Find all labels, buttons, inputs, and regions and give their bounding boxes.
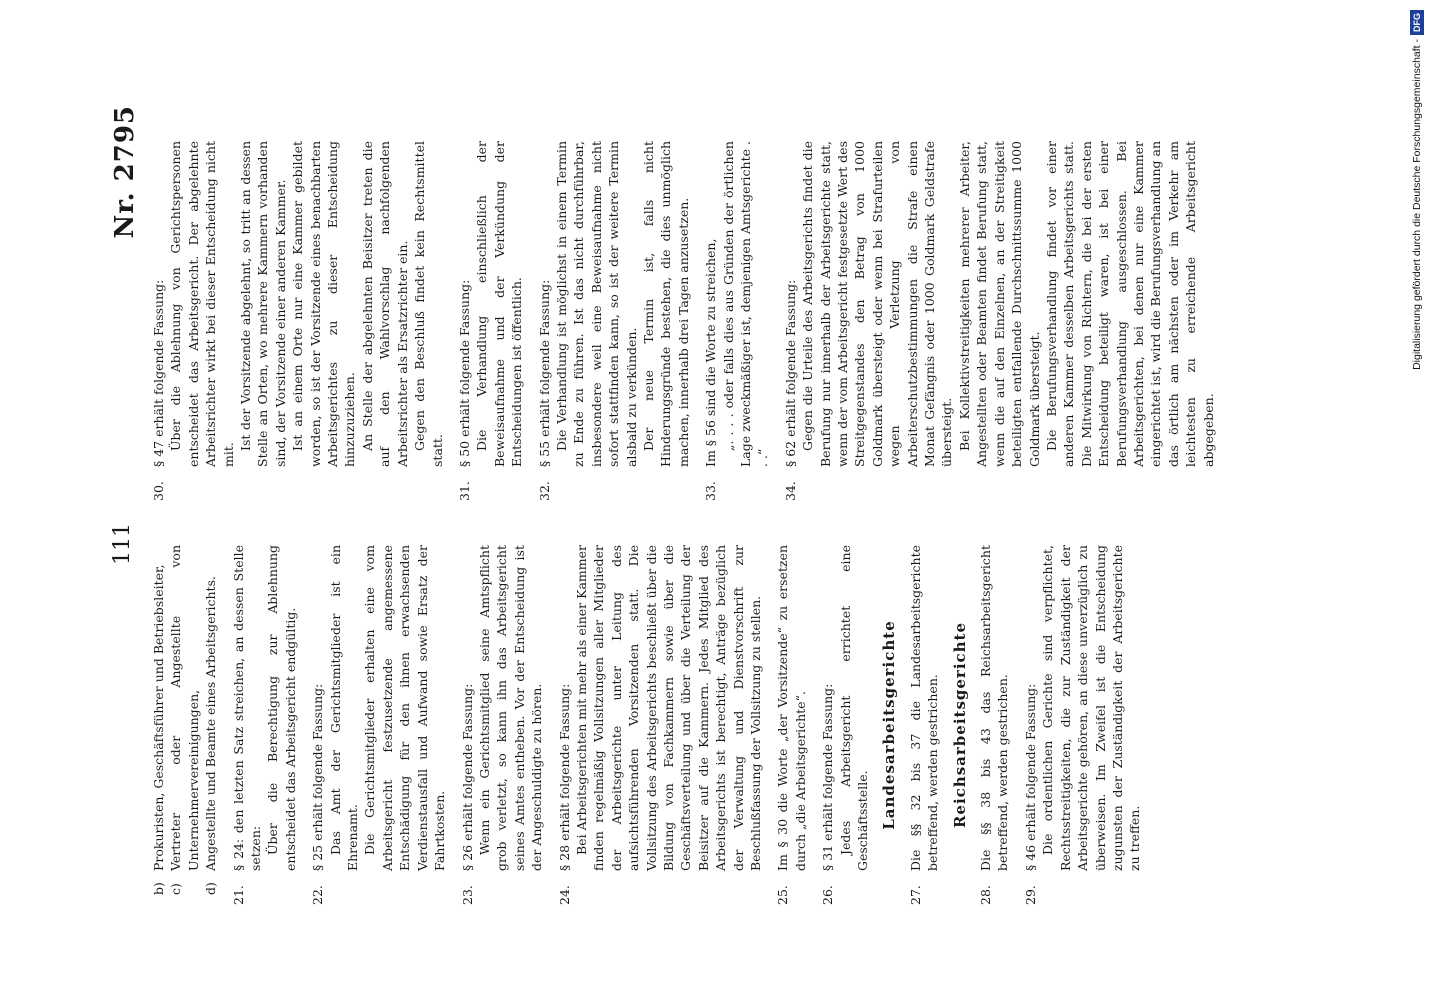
item-number: 29. bbox=[1022, 885, 1038, 905]
item-marker: b) bbox=[151, 882, 166, 895]
item-paragraph: Gegen den Beschluß findet kein Rechtsmittel statt. bbox=[412, 141, 445, 467]
stamp-text: Digitalisierung gefördert durch die Deutsche Forschungsgemeinschaft - bbox=[1411, 39, 1423, 370]
item-number: 33. bbox=[703, 481, 719, 501]
item-text: Im § 30 die Worte „der Vorsitzende“ zu ersetzen durch „die Arbeitsgerichte“. bbox=[775, 545, 808, 871]
digitization-stamp bbox=[1405, 10, 1429, 400]
item-intro: § 25 erhält folgende Fassung: bbox=[310, 683, 326, 871]
item-paragraph: Die Verhandlung ist möglichst in einem Termin zu Ende zu führen. Ist das nicht durchführbar, insbesondere weil eine Beweisaufnahme nicht sofort stattfinden kann, so ist der weitere Termin alsbald zu verkünden. bbox=[553, 141, 639, 467]
list-item bbox=[167, 545, 202, 905]
item-paragraph: Bei Arbeitsgerichten mit mehr als einer Kammer finden regelmäßig Vollsitzungen aller Mitglieder der Arbeitsgerichte unter Leitung des aufsichtsführenden Vorsitzenden statt. Die Vollsitzung des Arbeitsgerichts beschließt über die Bildung von Fachkammern sowie über die Geschäftsverteilung und über die Verteilung der Beisitzer auf die Kammern. Jedes Mitglied des Arbeitsgerichts ist berechtigt, Anträge bezüglich der Verwaltung und Dienstvorschrift zur Beschlußfassung der Vollsitzung zu stellen. bbox=[573, 545, 763, 871]
item-number: 27. bbox=[907, 885, 923, 905]
item-paragraph: Bei Kollektivstreitigkeiten mehrerer Arbeiter, Angestellten oder Beamten findet Berufung statt, wenn die auf den Einzelnen, an der Streitigkeit beteiligten entfallende Durchschnittssumme 1000 Goldmark übersteigt. bbox=[956, 141, 1042, 467]
left-column bbox=[150, 545, 1227, 905]
item-paragraph: Der neue Termin ist, falls nicht Hinderungsgründe bestehen, die dies unmöglich machen, innerhalb drei Tagen anzusetzen. bbox=[640, 141, 691, 467]
item-number: 32. bbox=[536, 481, 552, 501]
article-24 bbox=[556, 545, 765, 905]
article-30 bbox=[150, 141, 446, 501]
item-number: 30. bbox=[151, 481, 166, 501]
article-32 bbox=[536, 141, 693, 501]
item-intro: § 55 erhält folgende Fassung: bbox=[536, 279, 552, 467]
item-number: 34. bbox=[782, 481, 798, 501]
item-paragraph: Die Berufungsverhandlung findet vor einer anderen Kammer desselben Arbeitsgerichts statt. Die Mitwirkung von Richtern, die bei der ersten Entscheidung beteiligt waren, ist bei einer Berufungsverhandlung ausgeschlossen. Bei Arbeitsgerichten, bei denen nur eine Kammer eingerichtet ist, wird die Berufungsverhandlung an das örtlich am nächsten oder im Verkehr am leichtesten zu erreichende Arbeitsgericht abgegeben. bbox=[1043, 140, 1216, 467]
item-marker: c) bbox=[168, 883, 184, 895]
item-number: 24. bbox=[556, 885, 572, 905]
document-number: Nr. 2795 bbox=[110, 105, 140, 239]
article-34 bbox=[782, 141, 1217, 501]
item-paragraph: Die Verhandlung einschließlich der Beweisaufnahme und der Verkündung der Entscheidungen ist öffentlich. bbox=[474, 141, 525, 467]
item-intro: Im § 56 sind die Worte zu streichen, bbox=[703, 238, 719, 467]
item-number: 26. bbox=[820, 885, 836, 905]
article-31 bbox=[456, 141, 526, 501]
item-number: 25. bbox=[775, 885, 791, 905]
item-paragraph: An Stelle der abgelehnten Beisitzer treten die auf den Wahlvorschlag nachfolgenden Arbeitsrichter als Ersatzrichter ein. bbox=[359, 141, 410, 467]
item-intro: § 47 erhält folgende Fassung: bbox=[151, 279, 166, 467]
item-intro: § 46 erhält folgende Fassung: bbox=[1022, 683, 1038, 871]
article-27 bbox=[907, 545, 942, 905]
item-paragraph: Ist an einem Orte nur eine Kammer gebildet worden, so ist der Vorsitzende eines benachbarten Arbeitsgerichtes zu dieser Entscheidung hinzuzuziehen. bbox=[290, 141, 358, 467]
page-number: 111 bbox=[110, 523, 135, 565]
list-item bbox=[150, 545, 167, 905]
item-paragraph: Das Amt der Gerichtsmitglieder ist ein Ehrenamt. bbox=[327, 545, 361, 871]
item-text: Prokuristen, Geschäftsführer und Betriebsleiter, bbox=[151, 564, 166, 871]
item-text: Die §§ 38 bis 43 das Reichsarbeitsgericht betreffend, werden gestrichen. bbox=[978, 545, 1011, 871]
section-heading-reichsarbeitsgerichte: Reichsarbeitsgerichte bbox=[950, 621, 969, 829]
right-column bbox=[150, 141, 1227, 501]
item-text: Angestellte und Beamte eines Arbeitsgerichts. bbox=[203, 576, 219, 871]
item-marker: d) bbox=[203, 882, 219, 895]
item-paragraph: Über die Ablehnung von Gerichtspersonen entscheidet das Arbeitsgericht. Der abgelehnte Arbeitsrichter wirkt bei dieser Entscheidung nicht mit. bbox=[168, 141, 236, 467]
item-number: 28. bbox=[978, 885, 994, 905]
item-number: 23. bbox=[459, 885, 475, 905]
list-item bbox=[202, 545, 219, 905]
article-22 bbox=[309, 545, 448, 905]
article-23 bbox=[459, 545, 546, 905]
item-text: Die §§ 32 bis 37 die Landesarbeitsgerichte betreffend, werden gestrichen. bbox=[907, 545, 941, 871]
item-paragraph: „. . . . oder falls dies aus Gründen der örtlichen Lage zweckmäßiger ist, demjenigen Amtsgerichte . . .“ bbox=[720, 141, 771, 467]
item-number: 22. bbox=[310, 885, 326, 905]
item-intro: § 26 erhält folgende Fassung: bbox=[459, 683, 475, 871]
page-header bbox=[110, 85, 150, 905]
rotated-book-page bbox=[110, 85, 1216, 905]
item-number: 21. bbox=[230, 885, 246, 905]
article-21 bbox=[230, 545, 300, 905]
article-25 bbox=[774, 545, 809, 905]
item-intro: § 62 erhält folgende Fassung: bbox=[782, 279, 798, 467]
item-paragraph: Wenn ein Gerichtsmitglied seine Amtspflicht grob verletzt, so kann ihn das Arbeitsgericht seines Amtes entheben. Vor der Entscheidung ist der Angeschuldigte zu hören. bbox=[476, 545, 545, 871]
item-intro: § 28 erhält folgende Fassung: bbox=[556, 683, 572, 871]
article-29 bbox=[1022, 545, 1144, 905]
dfg-logo: DFG bbox=[1410, 10, 1424, 35]
item-paragraph: Die Gerichtsmitglieder erhalten eine vom Arbeitsgericht festzusetzende angemessene Entschädigung für den ihnen erwachsenden Verdienstausfall und Aufwand sowie Ersatz der Fahrtkosten. bbox=[362, 545, 448, 871]
article-33 bbox=[702, 141, 772, 501]
item-intro: § 31 erhält folgende Fassung: bbox=[820, 683, 836, 871]
article-28 bbox=[977, 545, 1012, 905]
item-paragraph: Die ordentlichen Gerichte sind verpflichtet, Rechtsstreitigkeiten, die zur Zuständigkeit der Arbeitsgerichte gehören, an diese unverzüglich zu überweisen. Im Zweifel ist die Entscheidung zugunsten der Zuständigkeit der Arbeitsgerichte zu treffen. bbox=[1040, 545, 1143, 871]
item-intro: § 24: den letzten Satz streichen, an dessen Stelle setzen: bbox=[230, 545, 264, 871]
section-heading-landesarbeitsgerichte: Landesarbeitsgerichte bbox=[880, 620, 899, 830]
item-number: 31. bbox=[456, 481, 472, 501]
item-intro: § 50 erhält folgende Fassung: bbox=[456, 279, 472, 467]
item-text: Vertreter oder Angestellte von Unternehmervereinigungen, bbox=[168, 545, 201, 871]
item-paragraph: Über die Berechtigung zur Ablehnung entscheidet das Arbeitsgericht endgültig. bbox=[265, 545, 298, 871]
item-paragraph: Jedes Arbeitsgericht errichtet eine Geschäftsstelle. bbox=[837, 545, 871, 871]
item-paragraph: Ist der Vorsitzende abgelehnt, so tritt an dessen Stelle an Orten, wo mehrere Kammern vorhanden sind, der Vorsitzende einer anderen Kammer. bbox=[238, 141, 288, 467]
article-26 bbox=[819, 545, 871, 905]
item-paragraph: Gegen die Urteile des Arbeitsgerichts findet die Berufung nur innerhalb der Arbeitsgerichte statt, wenn der vom Arbeitsgericht festgesetzte Wert des Streitgegenstandes den Betrag von 1000 Goldmark übersteigt oder wenn bei Strafurteilen wegen Verletzung von Arbeiterschutzbestimmungen die Strafe einen Monat Gefängnis oder 1000 Goldmark Geldstrafe übersteigt. bbox=[800, 141, 955, 467]
